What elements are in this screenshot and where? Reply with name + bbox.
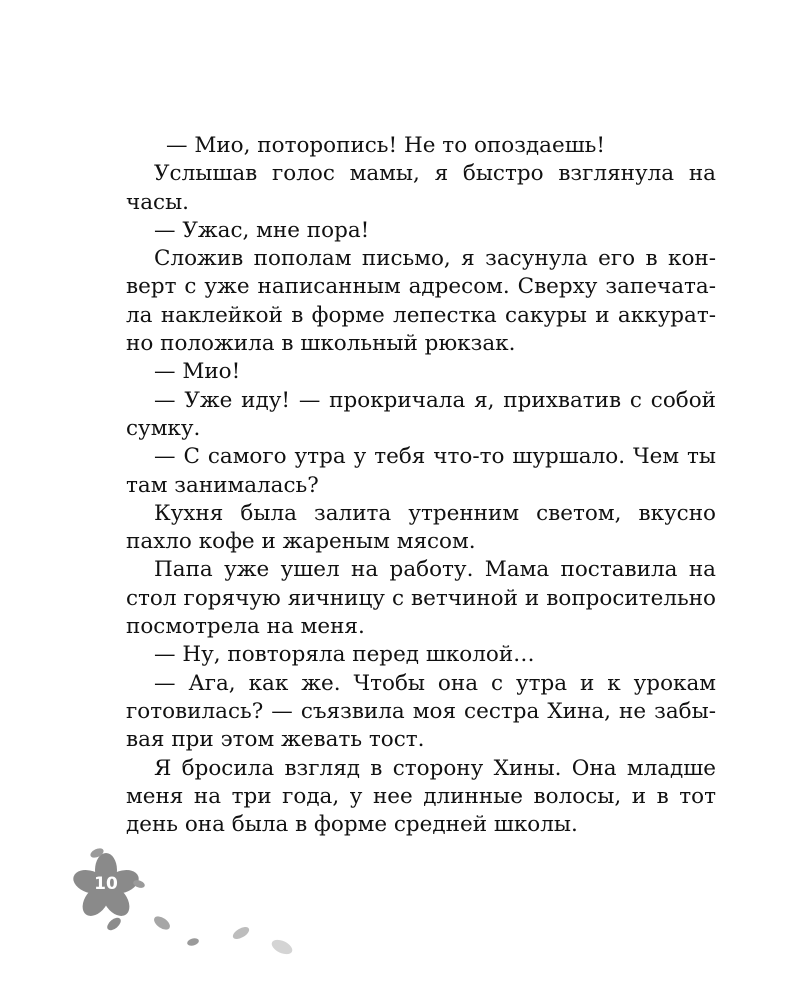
paragraph: Кухня была залита утренним светом, вкусно пахло кофе и жареным мясом. [126, 500, 716, 555]
page-number: 10 [94, 874, 118, 894]
paragraph: — С самого утра у тебя что-то шуршало. Чем ты там занималась? [126, 444, 716, 498]
paragraph: — Уже иду! — прокричала я, прихватив с собой сумку. [126, 387, 716, 441]
paragraph: Папа уже ушел на работу. Мама поставила на стол горячую яичницу с ветчиной и вопросительно посмотрела на меня. [126, 557, 716, 640]
paragraph: — Ну, повторяла перед школой… [154, 642, 535, 668]
paragraph: Сложив пополам письмо, я засунула его в конверт с уже написанным адресом. Сверху запечатала наклейкой в форме лепестка сакуры и аккуратно положила в школьный рюкзак. [126, 246, 716, 357]
paragraph: Услышав голос мамы, я быстро взглянула на часы. [126, 161, 716, 215]
paragraph: — Ужас, мне пора! [154, 217, 370, 243]
paragraph: Я бросила взгляд в сторону Хины. Она младше меня на три года, у нее длинные волосы, и в тот день она была в форме средней школы. [126, 755, 716, 838]
paragraph: — Мио, поторопись! Не то опоздаешь! [166, 133, 606, 158]
paragraph: — Мио! [154, 359, 241, 385]
paragraph: — Ага, как же. Чтобы она с утра и к урокам готовилась? — съязвила моя сестра Хина, не забывая при этом жевать тост. [126, 670, 716, 753]
